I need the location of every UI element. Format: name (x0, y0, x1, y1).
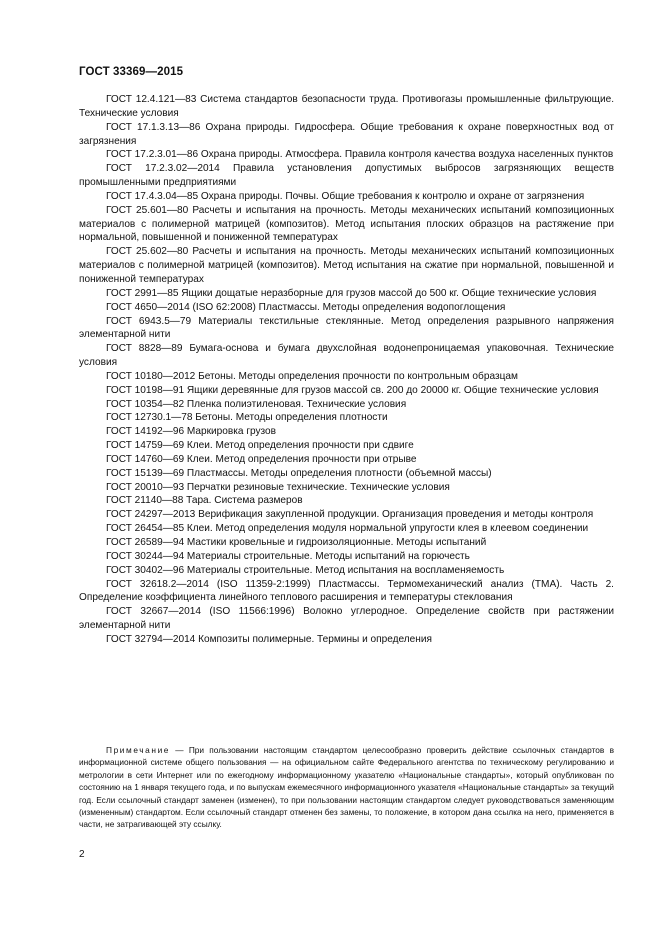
reference-item: ГОСТ 32667—2014 (ISO 11566:1996) Волокно углеродное. Определение свойств при растяжении элементарной нити (79, 606, 614, 632)
reference-item: ГОСТ 10354—82 Пленка полиэтиленовая. Технические условия (106, 398, 407, 410)
page-number: 2 (79, 849, 85, 860)
note-label: Примечание (106, 745, 171, 755)
reference-item: ГОСТ 25.602—80 Расчеты и испытания на прочность. Методы механических испытаний композиционных материалов с полимерной матрицей (композитов). Метод испытания на сжатие при нормальной, повышенной и пониженной температурах (79, 246, 614, 285)
reference-item: ГОСТ 4650—2014 (ISO 62:2008) Пластмассы. Методы определения водопоглощения (106, 301, 506, 313)
reference-item: ГОСТ 12730.1—78 Бетоны. Методы определения плотности (106, 412, 388, 424)
reference-item: ГОСТ 8828—89 Бумага-основа и бумага двухслойная водонепроницаемая упаковочная. Технические условия (79, 343, 614, 369)
reference-item: ГОСТ 15139—69 Пластмассы. Методы определения плотности (объемной массы) (106, 467, 492, 479)
reference-item: ГОСТ 26589—94 Мастики кровельные и гидроизоляционные. Методы испытаний (106, 537, 487, 548)
normative-references-list (79, 93, 614, 647)
reference-item: ГОСТ 17.2.3.02—2014 Правила установления допустимых выбросов загрязняющих веществ промышленными предприятиями (79, 163, 614, 189)
reference-item: ГОСТ 10180—2012 Бетоны. Методы определения прочности по контрольным образцам (106, 370, 518, 382)
reference-item: ГОСТ 24297—2013 Верификация закупленной продукции. Организация проведения и методы контроля (106, 509, 594, 521)
reference-item: ГОСТ 32618.2—2014 (ISO 11359-2:1999) Пластмассы. Термомеханический анализ (ТМА). Часть 2. Определение коэффициента линейного теплового расширения и температуры стеклования (79, 578, 614, 604)
reference-item: ГОСТ 17.4.3.04—85 Охрана природы. Почвы. Общие требования к контролю и охране от загрязнения (106, 190, 585, 202)
reference-item: ГОСТ 17.2.3.01—86 Охрана природы. Атмосфера. Правила контроля качества воздуха населенных пунктов (106, 149, 614, 161)
reference-item: ГОСТ 12.4.121—83 Система стандартов безопасности труда. Противогазы промышленные фильтрующие. Технические условия (79, 94, 614, 119)
document-header: ГОСТ 33369—2015 (79, 66, 184, 78)
reference-item: ГОСТ 10198—91 Ящики деревянные для грузов массой св. 200 до 20000 кг. Общие технические условия (106, 384, 599, 396)
reference-item: ГОСТ 14759—69 Клеи. Метод определения прочности при сдвиге (106, 440, 414, 452)
reference-item: ГОСТ 6943.5—79 Материалы текстильные стеклянные. Метод определения разрывного напряжения элементарной нити (79, 315, 614, 341)
note-text: — При пользовании настоящим стандартом целесообразно проверить действие ссылочных стандартов в информационной системе общего пользования — на официальном сайте Федерального агентства по техническому регулированию и метрологии в сети Интернет или по ежегодному информационному указателю «Национальные стандарты», который опубликован по состоянию на 1 января текущего года, и по выпускам ежемесячного информационного указателя «Национальные стандарты» за текущий год. Если ссылочный стандарт заменен (изменен), то при пользовании настоящим стандартом следует руководствоваться заменяющим (измененным) стандартом. Если ссылочный стандарт отменен без замены, то положение, в котором дана ссылка на него, применяется в части, не затрагивающей эту ссылку. (79, 745, 614, 830)
usage-note (79, 744, 614, 831)
reference-item: ГОСТ 14760—69 Клеи. Метод определения прочности при отрыве (106, 453, 417, 465)
reference-item: ГОСТ 21140—88 Тара. Система размеров (106, 495, 303, 507)
reference-item: ГОСТ 14192—96 Маркировка грузов (106, 426, 277, 438)
reference-item: ГОСТ 2991—85 Ящики дощатые неразборные для грузов массой до 500 кг. Общие технические условия (106, 287, 597, 299)
reference-item: ГОСТ 32794—2014 Композиты полимерные. Термины и определения (106, 633, 432, 645)
reference-item: ГОСТ 17.1.3.13—86 Охрана природы. Гидросфера. Общие требования к охране поверхностных вод от загрязнения (79, 121, 614, 147)
reference-item: ГОСТ 26454—85 Клеи. Метод определения модуля нормальной упругости клея в клеевом соединении (106, 523, 589, 535)
reference-item: ГОСТ 30402—96 Материалы строительные. Метод испытания на воспламеняемость (106, 564, 505, 576)
reference-item: ГОСТ 25.601—80 Расчеты и испытания на прочность. Методы механических испытаний композиционных материалов с полимерной матрицей (композитов). Метод испытания плоских образцов на растяжение при нормальной, повышенной и пониженной температурах (79, 204, 614, 244)
reference-item: ГОСТ 20010—93 Перчатки резиновые технические. Технические условия (106, 481, 450, 493)
reference-item: ГОСТ 30244—94 Материалы строительные. Методы испытаний на горючесть (106, 550, 470, 562)
